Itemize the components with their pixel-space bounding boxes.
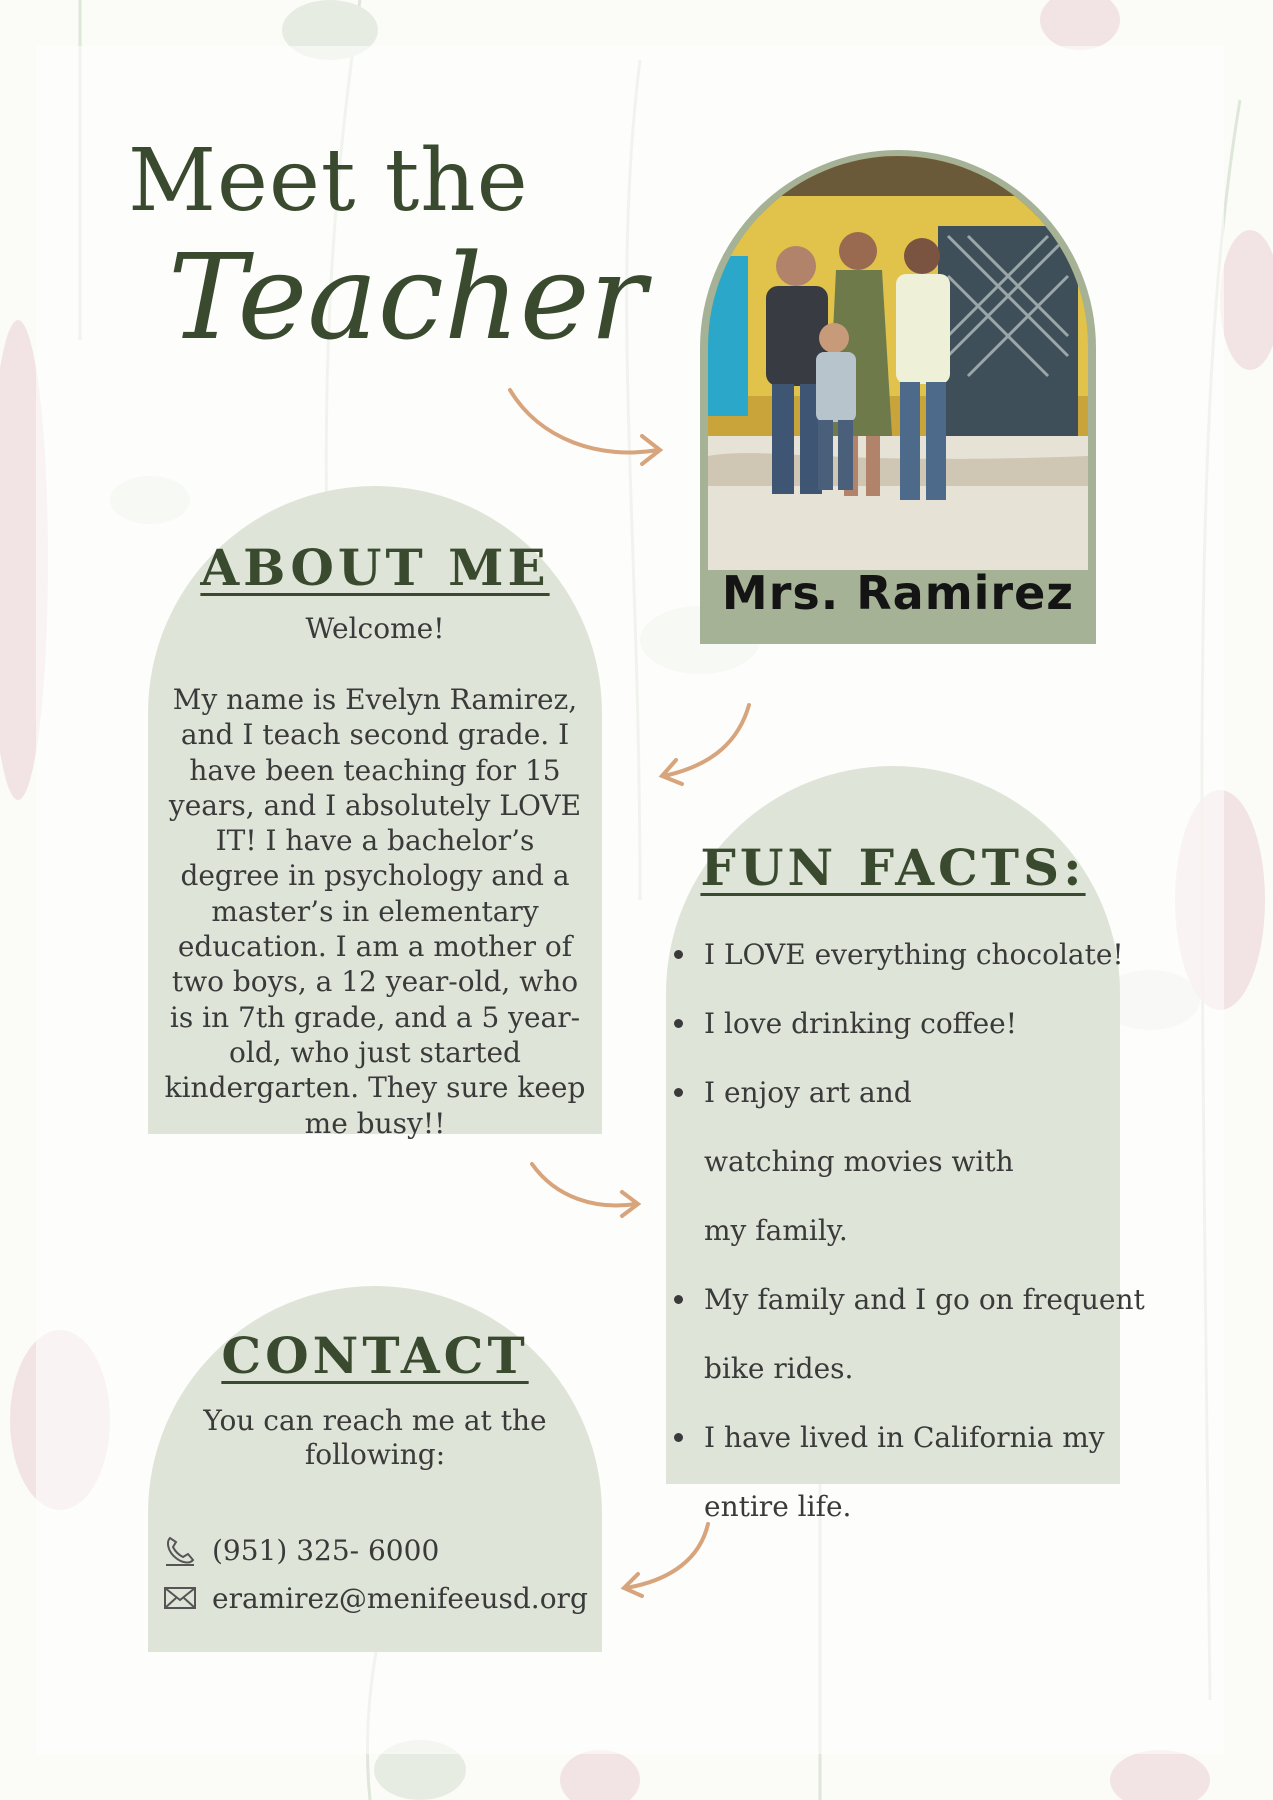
contact-email-row [162, 1578, 588, 1618]
contact-intro: You can reach me at the following: [203, 1404, 547, 1471]
fun-fact-item: I have lived in California my entire life. [672, 1403, 1124, 1541]
contact-phone-row [162, 1530, 439, 1570]
fun-fact-item: I enjoy art and watching movies with my family. [672, 1058, 1044, 1265]
photo-caption: Mrs. Ramirez [721, 566, 1075, 620]
arrow-to-facts-icon [654, 700, 754, 790]
about-me-welcome: Welcome! [305, 612, 445, 645]
family-photo [708, 156, 1088, 570]
arrow-about-to-facts-icon [526, 1158, 646, 1228]
fun-fact-item: I LOVE everything chocolate! [672, 920, 1152, 989]
fun-fact-item: I love drinking coffee! [672, 989, 1152, 1058]
fun-facts-heading: FUN FACTS: [700, 838, 1086, 897]
contact-email[interactable]: eramirez@menifeeusd.org [212, 1581, 588, 1615]
contact-phone[interactable]: (951) 325- 6000 [212, 1533, 440, 1567]
title-meet-the: Meet the [128, 131, 529, 231]
contact-heading: CONTACT [221, 1326, 529, 1385]
phone-icon [162, 1532, 198, 1568]
fun-facts-list [672, 920, 1152, 1541]
arrow-to-photo-icon [500, 380, 670, 470]
fun-fact-item: My family and I go on frequent bike rides. [672, 1265, 1154, 1403]
about-me-heading: ABOUT ME [200, 538, 550, 597]
about-me-text: My name is Evelyn Ramirez, and I teach second grade. I have been teaching for 15 years, and I absolutely LOVE IT! I have a bachelor’s degree in psychology and a master’s in elementary education. I am a mother of two boys, a 12 year-old, who is in 7th grade, and a 5 year-old, who just started kindergarten. They sure keep me busy!! [164, 683, 586, 1140]
title-teacher: Teacher [168, 228, 647, 366]
envelope-icon [162, 1580, 198, 1616]
